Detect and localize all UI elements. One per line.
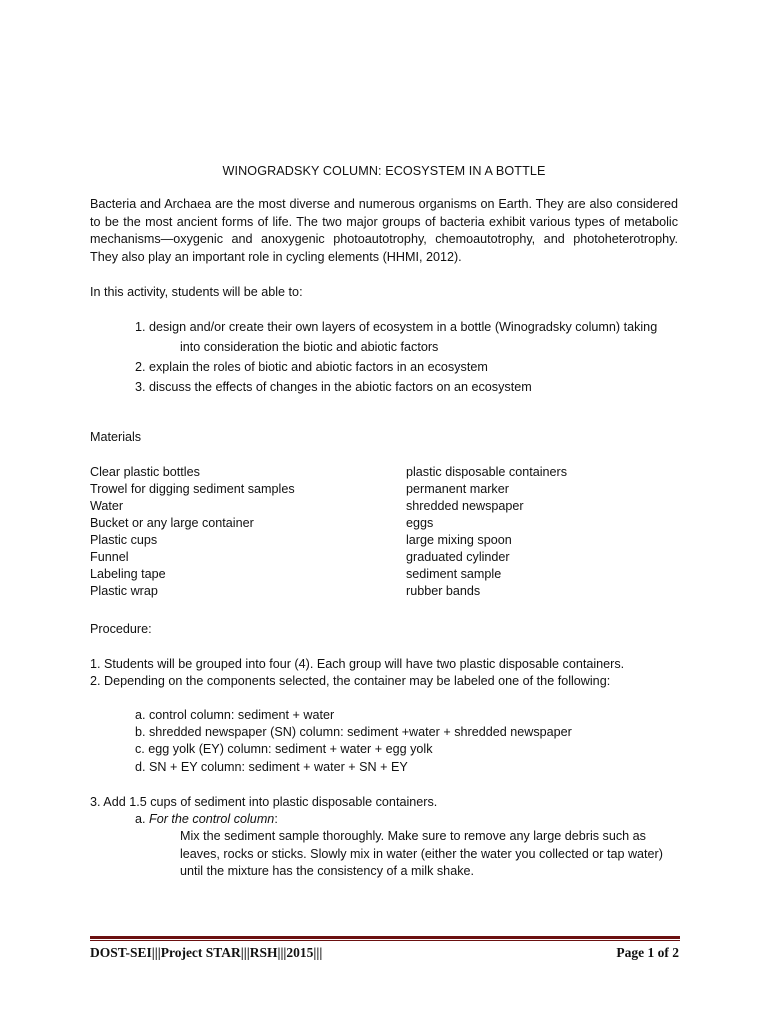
label-option: b. shredded newspaper (SN) column: sediment +water + shredded newspaper — [135, 725, 572, 739]
procedure-step: 2. Depending on the components selected, the container may be labeled one of the following: — [90, 674, 611, 688]
objective-item: 1. design and/or create their own layers of ecosystem in a bottle (Winogradsky column) taking — [135, 320, 658, 334]
substep-text-line: until the mixture has the consistency of a milk shake. — [180, 864, 474, 878]
material-item: Plastic cups — [90, 533, 158, 547]
substep-colon: : — [274, 812, 278, 826]
intro-paragraph — [90, 196, 678, 266]
procedure-substep-heading — [135, 811, 278, 828]
label-option: c. egg yolk (EY) column: sediment + water + egg yolk — [135, 742, 433, 756]
objective-item-continued: into consideration the biotic and abiotic factors — [180, 340, 439, 354]
material-item: permanent marker — [406, 482, 509, 496]
objective-item: 2. explain the roles of biotic and abiotic factors in an ecosystem — [135, 360, 488, 374]
footer-page-number: Page 1 of 2 — [616, 945, 679, 960]
document-title: WINOGRADSKY COLUMN: ECOSYSTEM IN A BOTTLE — [222, 164, 546, 178]
material-item: Labeling tape — [90, 567, 166, 581]
substep-text-line: leaves, rocks or sticks. Slowly mix in water (either the water you collected or tap water) — [180, 847, 663, 861]
materials-right-column — [406, 464, 567, 600]
label-option: a. control column: sediment + water — [135, 708, 335, 722]
label-option: d. SN + EY column: sediment + water + SN + EY — [135, 760, 408, 774]
material-item: Plastic wrap — [90, 584, 158, 598]
material-item: sediment sample — [406, 567, 502, 581]
material-item: large mixing spoon — [406, 533, 512, 547]
procedure-heading: Procedure: — [90, 622, 152, 636]
intro-line: to be the most ancient forms of life. The two major groups of bacteria exhibit various types of metabolic — [90, 214, 678, 229]
material-item: Water — [90, 499, 124, 513]
material-item: plastic disposable containers — [406, 465, 568, 479]
material-item: Funnel — [90, 550, 129, 564]
material-item: rubber bands — [406, 584, 481, 598]
materials-left-column — [90, 464, 295, 600]
procedure-step: 1. Students will be grouped into four (4). Each group will have two plastic disposable containers. — [90, 657, 625, 671]
material-item: eggs — [406, 516, 434, 530]
footer-left: DOST-SEI|||Project STAR|||RSH|||2015||| — [90, 945, 323, 960]
material-item: Trowel for digging sediment samples — [90, 482, 295, 496]
footer-rule — [90, 936, 680, 939]
substep-text-line: Mix the sediment sample thoroughly. Make sure to remove any large debris such as — [180, 829, 646, 843]
substep-title: For the control column — [149, 812, 275, 826]
intro-line: They also play an important role in cycling elements (HHMI, 2012). — [90, 249, 462, 264]
procedure-step: 3. Add 1.5 cups of sediment into plastic disposable containers. — [90, 795, 438, 809]
objective-item: 3. discuss the effects of changes in the abiotic factors on an ecosystem — [135, 380, 532, 394]
footer-rule-thin — [90, 940, 680, 941]
substep-letter: a. — [135, 812, 150, 826]
material-item: graduated cylinder — [406, 550, 510, 564]
material-item: Clear plastic bottles — [90, 465, 200, 479]
intro-line: Bacteria and Archaea are the most diverse and numerous organisms on Earth. They are also considered — [90, 197, 678, 211]
material-item: Bucket or any large container — [90, 516, 254, 530]
objectives-lead: In this activity, students will be able to: — [90, 285, 303, 299]
intro-line: mechanisms—oxygenic and anoxygenic photoautotrophy, chemoautotrophy, and photoheterotrophy. — [90, 232, 678, 246]
materials-heading: Materials — [90, 430, 142, 444]
material-item: shredded newspaper — [406, 499, 524, 513]
